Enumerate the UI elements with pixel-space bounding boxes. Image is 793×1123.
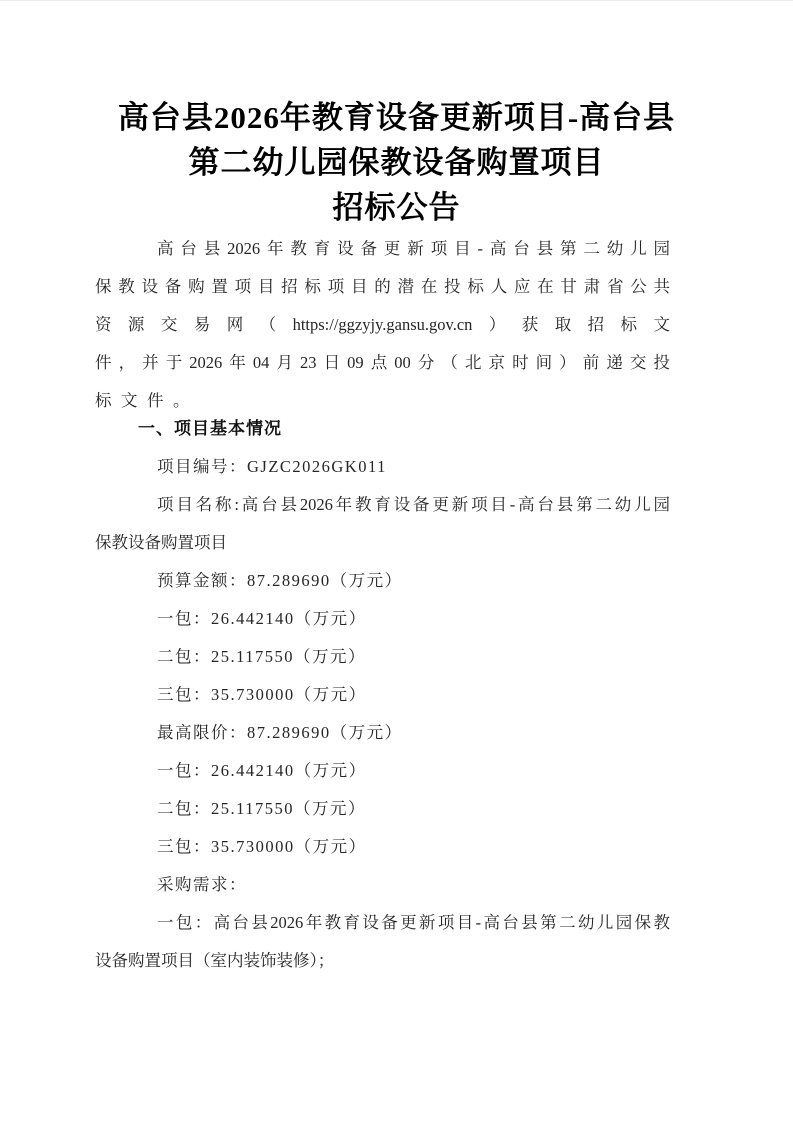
budget-package-1: 一包：26.442140（万元）: [157, 609, 367, 628]
intro-line-1: 高台县2026年教育设备更新项目-高台县第二幼儿园: [157, 239, 670, 258]
document-body: [95, 230, 670, 980]
title-line-1: 高台县2026年教育设备更新项目-高台县: [117, 100, 676, 135]
max-price-package-2: 二包：25.117550（万元）: [157, 799, 367, 818]
budget-line: 预算金额：87.289690（万元）: [157, 571, 403, 590]
intro-paragraph: [95, 230, 670, 420]
project-name-paragraph: [95, 486, 670, 562]
section-heading-basic-info: 一、项目基本情况: [138, 419, 282, 438]
title-line-3: 招标公告: [332, 190, 461, 225]
budget-package-2: 二包：25.117550（万元）: [157, 647, 367, 666]
max-price-package-3: 三包：35.730000（万元）: [157, 837, 367, 856]
title-line-2: 第二幼儿园保教设备购置项目: [188, 145, 605, 180]
document-title: [0, 95, 793, 230]
intro-line-5: 标文件。: [95, 391, 199, 410]
intro-line-4: 件，并于2026年04月23日09点00分（北京时间）前递交投: [95, 353, 670, 372]
project-name-line-1: 项目名称:高台县2026年教育设备更新项目-高台县第二幼儿园: [157, 495, 670, 514]
procurement-demand-label: 采购需求：: [157, 875, 247, 894]
max-price-line: 最高限价：87.289690（万元）: [157, 723, 403, 742]
budget-package-3: 三包：35.730000（万元）: [157, 685, 367, 704]
demand-package-1-paragraph: [95, 904, 670, 980]
intro-line-3: 资源交易网（https://ggzyjy.gansu.gov.cn）获取招标文: [95, 315, 670, 334]
intro-line-2: 保教设备购置项目招标项目的潜在投标人应在甘肃省公共: [95, 277, 670, 296]
demand-package-1-line-1: 一包：高台县2026年教育设备更新项目-高台县第二幼儿园保教: [157, 913, 670, 932]
project-code-line: 项目编号：GJZC2026GK011: [157, 457, 387, 476]
demand-package-1-line-2: 设备购置项目（室内装饰装修）；: [95, 951, 335, 970]
project-name-line-2: 保教设备购置项目: [95, 533, 227, 552]
max-price-package-1: 一包：26.442140（万元）: [157, 761, 367, 780]
